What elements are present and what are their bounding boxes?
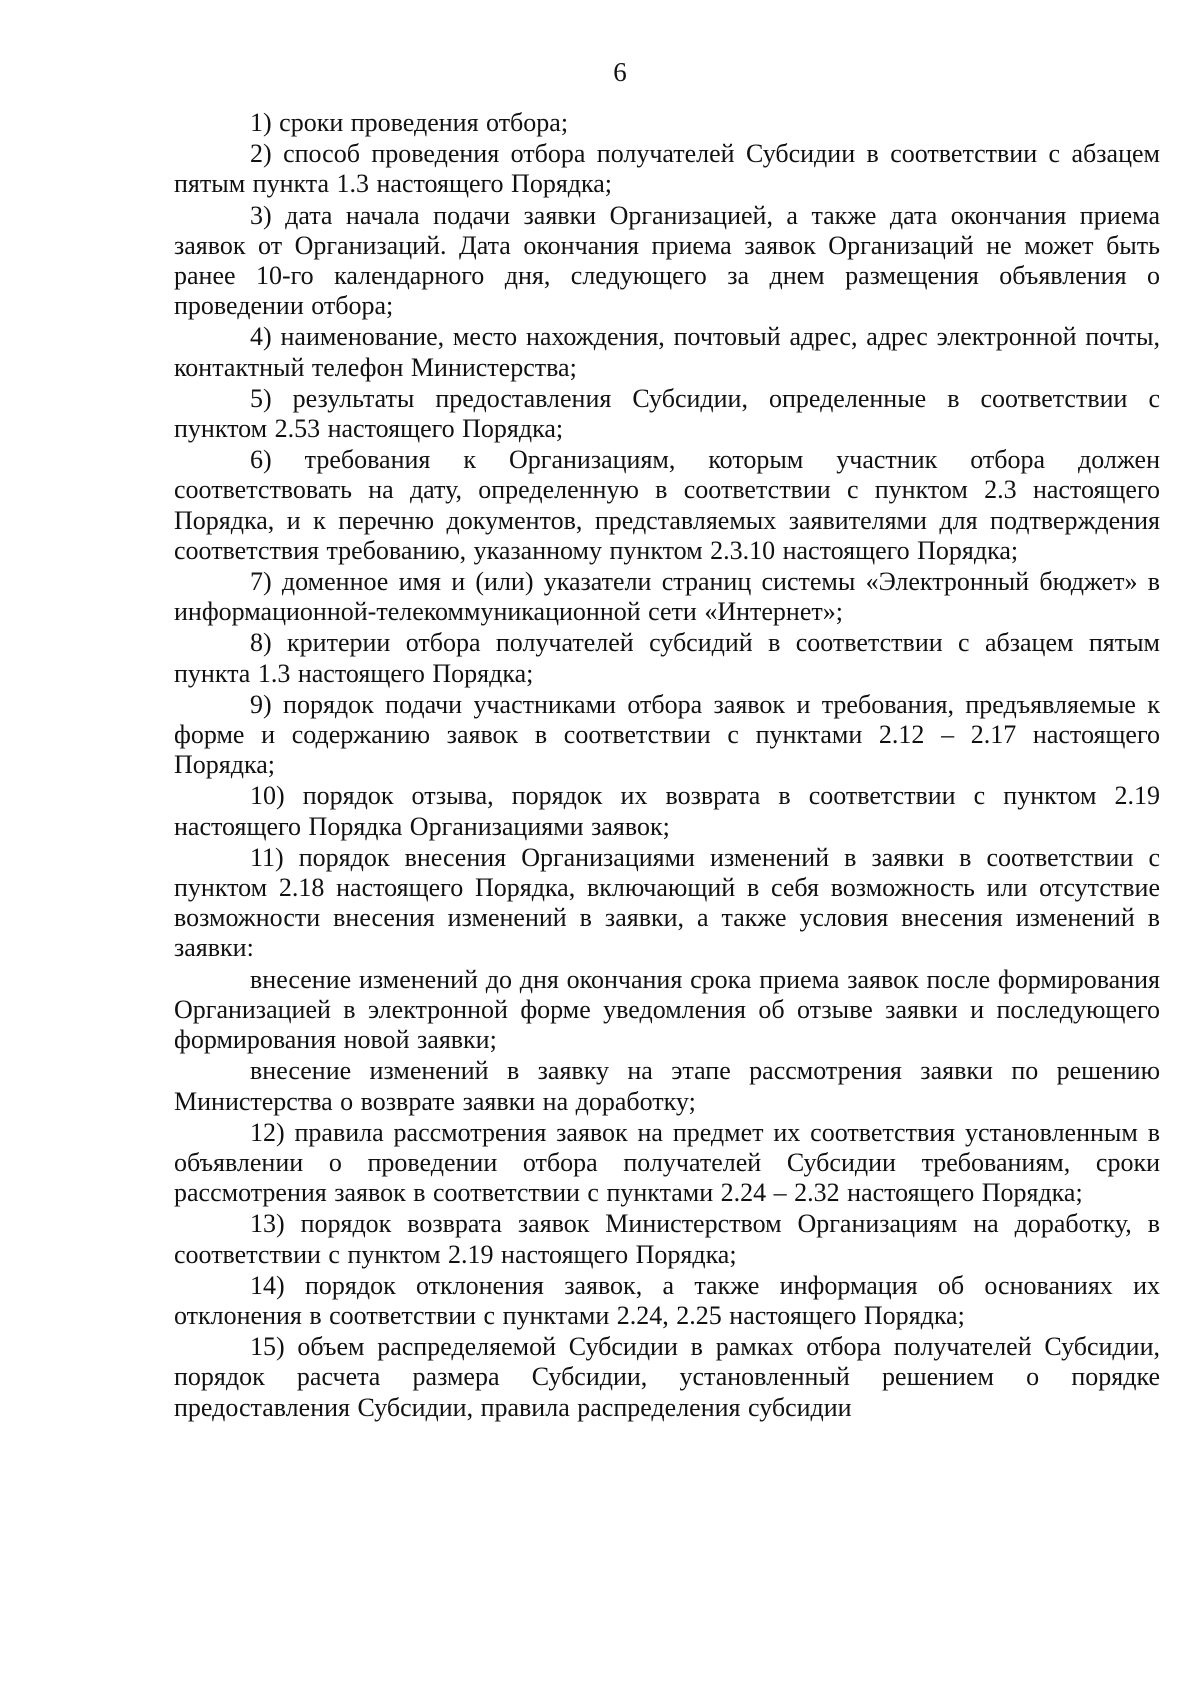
list-item: 10) порядок отзыва, порядок их возврата в соответствии с пунктом 2.19 настоящего Порядка Организациями заявок; <box>174 781 1160 841</box>
list-item: 15) объем распределяемой Субсидии в рамках отбора получателей Субсидии, порядок расчета размера Субсидии, установленный решением о порядке предоставления Субсидии, правила распределения субсидии <box>174 1332 1160 1422</box>
list-item: 4) наименование, место нахождения, почтовый адрес, адрес электронной почты, контактный телефон Министерства; <box>174 322 1160 382</box>
list-item: 3) дата начала подачи заявки Организацией, а также дата окончания приема заявок от Организаций. Дата окончания приема заявок Организаций не может быть ранее 10-го календарного дня, следующего за днем размещения объявления о проведении отбора; <box>174 200 1160 321</box>
list-item: 6) требования к Организациям, которым участник отбора должен соответствовать на дату, определенную в соответствии с пунктом 2.3 настоящего Порядка, и к перечню документов, представляемых заявителями для подтверждения соответствия требованию, указанному пунктом 2.3.10 настоящего Порядка; <box>174 445 1160 565</box>
list-item: 11) порядок внесения Организациями изменений в заявки в соответствии с пунктом 2.18 настоящего Порядка, включающий в себя возможность или отсутствие возможности внесения изменений в заявки, а также условия внесения изменений в заявки: <box>174 842 1160 963</box>
list-item: 7) доменное имя и (или) указатели страниц системы «Электронный бюджет» в информационной-телекоммуникационной сети «Интернет»; <box>174 567 1160 627</box>
list-item: 8) критерии отбора получателей субсидий в соответствии с абзацем пятым пункта 1.3 настоящего Порядка; <box>174 628 1160 688</box>
list-item: 5) результаты предоставления Субсидии, определенные в соответствии с пунктом 2.53 настоящего Порядка; <box>174 383 1160 444</box>
document-body <box>174 108 1160 1424</box>
list-item: 2) способ проведения отбора получателей Субсидии в соответствии с абзацем пятым пункта 1.3 настоящего Порядка; <box>174 139 1160 199</box>
list-item: 12) правила рассмотрения заявок на предмет их соответствия установленным в объявлении о проведении отбора получателей Субсидии требованиям, сроки рассмотрения заявок в соответствии с пунктами 2.24 – 2.32 настоящего Порядка; <box>174 1117 1160 1208</box>
list-item: 14) порядок отклонения заявок, а также информация об основаниях их отклонения в соответствии с пунктами 2.24, 2.25 настоящего Порядка; <box>174 1270 1160 1330</box>
page-number: 6 <box>613 57 627 87</box>
list-item: 13) порядок возврата заявок Министерством Организациям на доработку, в соответствии с пунктом 2.19 настоящего Порядка; <box>174 1209 1160 1269</box>
sub-item: внесение изменений до дня окончания срока приема заявок после формирования Организацией в электронной форме уведомления об отзыве заявки и последующего формирования новой заявки; <box>174 964 1160 1055</box>
list-item: 1) сроки проведения отбора; <box>250 108 569 137</box>
sub-item: внесение изменений в заявку на этапе рассмотрения заявки по решению Министерства о возврате заявки на доработку; <box>174 1056 1160 1116</box>
list-item: 9) порядок подачи участниками отбора заявок и требования, предъявляемые к форме и содержанию заявок в соответствии с пунктами 2.12 – 2.17 настоящего Порядка; <box>174 689 1160 780</box>
